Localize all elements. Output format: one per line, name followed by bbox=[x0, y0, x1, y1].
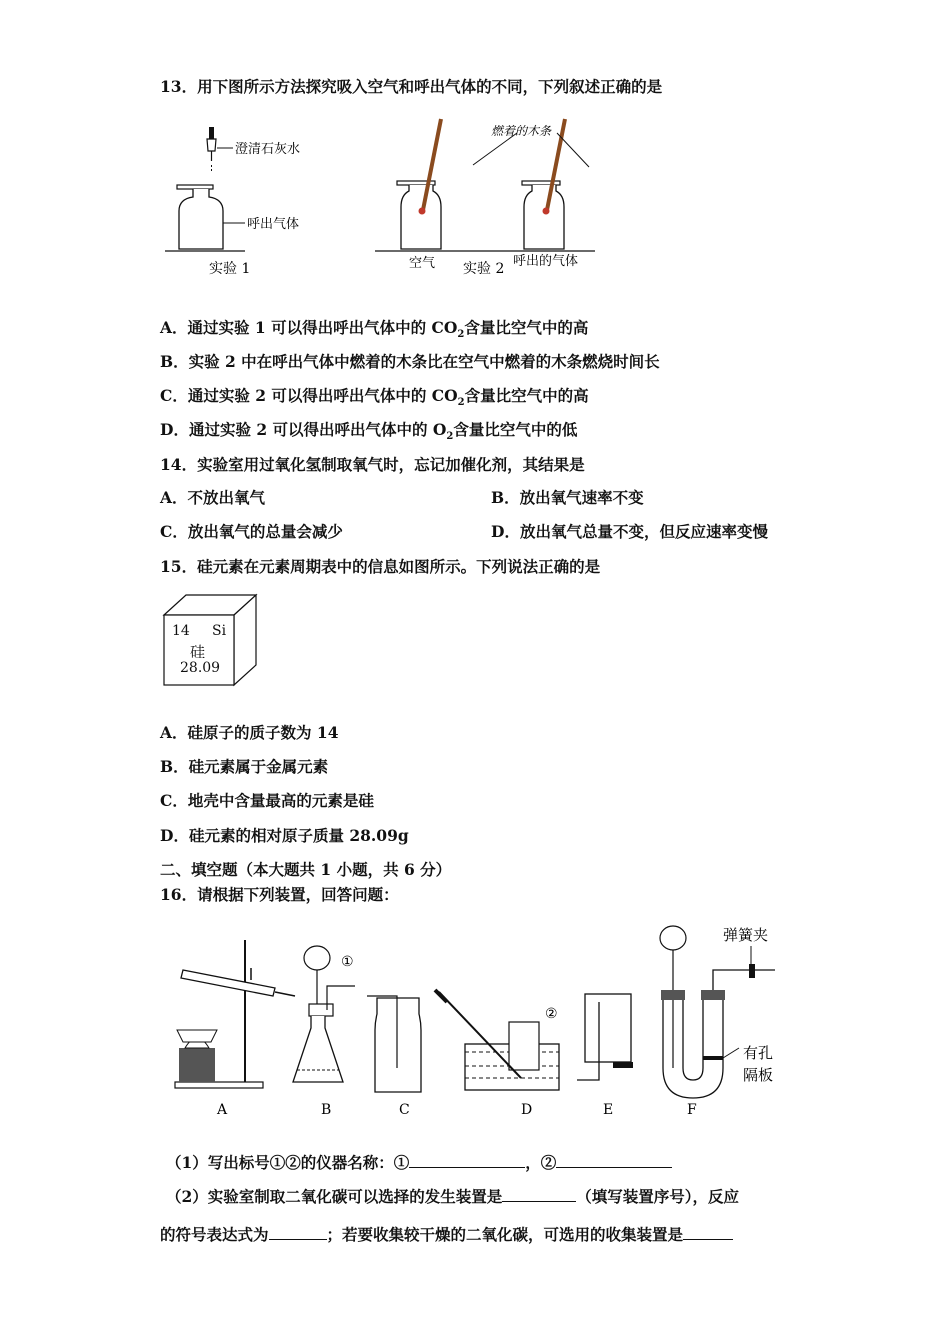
gas-bottle-air-icon bbox=[397, 181, 441, 249]
exhaled-gas-label-1: 呼出气体 bbox=[247, 217, 300, 232]
apparatus-d-icon bbox=[435, 990, 559, 1090]
apparatus-e-icon bbox=[577, 994, 633, 1080]
q14-stem: 14．实验室用过氧化氢制取氧气时，忘记加催化剂，其结果是 bbox=[160, 455, 585, 474]
label-c: C bbox=[399, 1102, 410, 1118]
q15-option-c: C．地壳中含量最高的元素是硅 bbox=[160, 791, 374, 810]
q15-option-d: D．硅元素的相对原子质量 28.09g bbox=[160, 826, 409, 845]
mark-2-label: ② bbox=[545, 1006, 558, 1022]
q15-option-b: B．硅元素属于金属元素 bbox=[160, 757, 329, 776]
atomic-mass: 28.09 bbox=[180, 660, 221, 676]
label-b: B bbox=[321, 1102, 332, 1118]
air-label: 空气 bbox=[409, 256, 436, 271]
mark-1-label: ① bbox=[341, 954, 354, 970]
spring-clip-label: 弹簧夹 bbox=[723, 926, 769, 944]
porous-label-2: 隔板 bbox=[743, 1066, 774, 1084]
label-a: A bbox=[217, 1102, 228, 1118]
answer-blank-4[interactable] bbox=[269, 1224, 327, 1240]
experiment-1-label: 实验 1 bbox=[209, 261, 251, 277]
answer-blank-1[interactable] bbox=[409, 1152, 525, 1168]
gas-bottle-1-icon bbox=[165, 185, 245, 251]
apparatus-a-icon bbox=[175, 940, 295, 1088]
apparatus-b-icon bbox=[293, 946, 355, 1082]
q14-option-d: D．放出氧气总量不变，但反应速率变慢 bbox=[491, 522, 768, 541]
q16-stem: 16．请根据下列装置，回答问题： bbox=[160, 885, 399, 904]
answer-blank-3[interactable] bbox=[502, 1186, 576, 1202]
gas-bottle-exhaled-icon bbox=[522, 181, 564, 249]
q13-option-c: C．通过实验 2 可以得出呼出气体中的 $CO_2$含量比空气中的高 bbox=[160, 386, 589, 409]
burning-stick-label: 燃着的木条 bbox=[491, 124, 552, 138]
label-f: F bbox=[687, 1102, 697, 1118]
element-symbol: Si bbox=[212, 623, 227, 639]
apparatus-c-icon bbox=[367, 996, 421, 1092]
dropper-icon bbox=[207, 127, 216, 173]
q13-stem: 13．用下图所示方法探究吸入空气和呼出气体的不同，下列叙述正确的是 bbox=[160, 77, 663, 96]
label-d: D bbox=[521, 1102, 533, 1118]
q14-option-b: B．放出氧气速率不变 bbox=[491, 488, 644, 507]
porous-label-1: 有孔 bbox=[743, 1044, 774, 1062]
q13-figure bbox=[165, 115, 605, 285]
q16-apparatus-figure bbox=[165, 918, 785, 1124]
q16-part-2-line-2: 的符号表达式为 ；若要收集较干燥的二氧化碳，可选用的收集装置是 bbox=[160, 1224, 733, 1245]
q13-option-b: B．实验 2 中在呼出气体中燃着的木条比在空气中燃着的木条燃烧时间长 bbox=[160, 352, 660, 371]
atomic-number: 14 bbox=[172, 623, 190, 639]
exhaled-gas-label-2: 呼出的气体 bbox=[513, 254, 579, 269]
experiment-2-label: 实验 2 bbox=[463, 261, 505, 277]
apparatus-f-icon bbox=[660, 926, 775, 1098]
section-title: 二、填空题（本大题共 1 小题，共 6 分） bbox=[160, 860, 452, 879]
label-e: E bbox=[603, 1102, 614, 1118]
q16-part-1: （1）写出标号①②的仪器名称：① ，② bbox=[166, 1152, 672, 1173]
q13-option-a: A．通过实验 1 可以得出呼出气体中的 $CO_2$含量比空气中的高 bbox=[160, 318, 589, 341]
q14-option-c: C．放出氧气的总量会减少 bbox=[160, 522, 343, 541]
limewater-label: 澄清石灰水 bbox=[235, 142, 301, 157]
q15-stem: 15．硅元素在元素周期表中的信息如图所示。下列说法正确的是 bbox=[160, 557, 601, 576]
element-card bbox=[162, 593, 262, 688]
q14-option-a: A．不放出氧气 bbox=[160, 488, 266, 507]
element-name: 硅 bbox=[190, 643, 206, 661]
answer-blank-2[interactable] bbox=[556, 1152, 672, 1168]
q15-option-a: A．硅原子的质子数为 14 bbox=[160, 723, 339, 742]
q13-option-d: D．通过实验 2 可以得出呼出气体中的 $O_2$含量比空气中的低 bbox=[160, 420, 578, 443]
answer-blank-5[interactable] bbox=[683, 1224, 733, 1240]
q16-part-2-line-1: （2）实验室制取二氧化碳可以选择的发生装置是 （填写装置序号），反应 bbox=[166, 1187, 740, 1206]
